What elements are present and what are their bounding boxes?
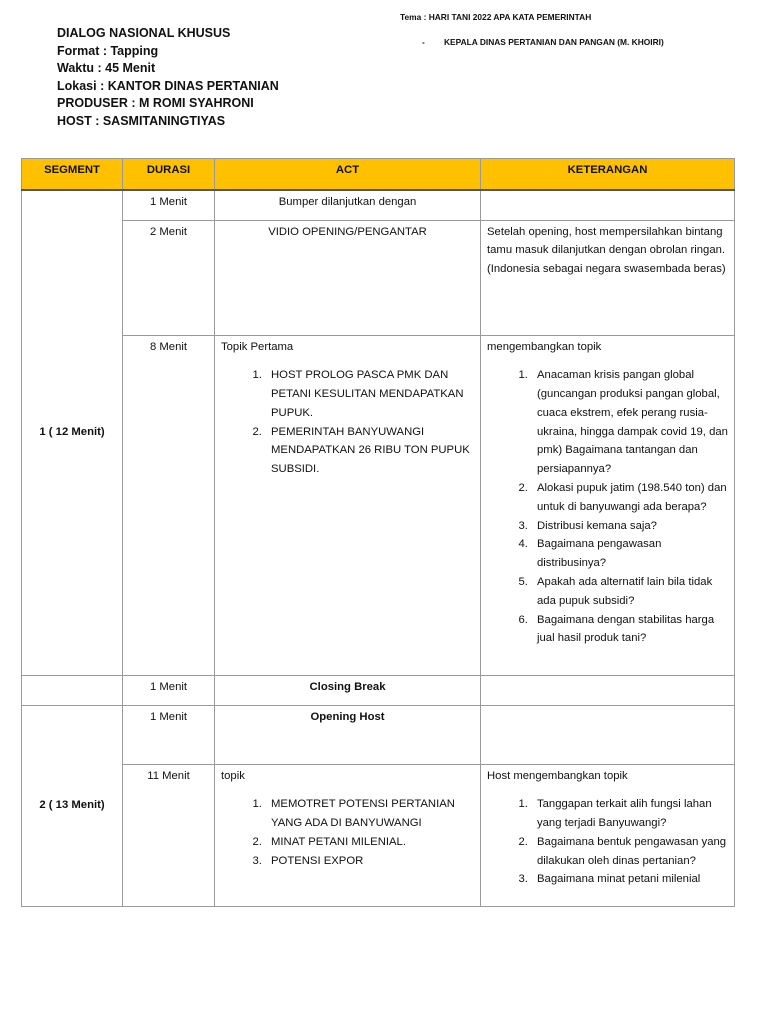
list-item: 1. Anacaman krisis pangan global (guncangan produksi pangan global, cuaca ekstrem, efek perang rusia-ukraina, hingga dampak covid 19, dan pmk) Bagaimana tantangan dan persiapannya? [531,366,728,479]
guest-bullet: - [422,37,425,47]
list-item: 2. MINAT PETANI MILENIAL. [265,833,474,852]
column-header-keterangan: KETERANGAN [481,159,735,191]
list-item: 2. Alokasi pupuk jatim (198.540 ton) dan untuk di banyuwangi ada berapa? [531,479,728,517]
list-item: 2. Bagaimana bentuk pengawasan yang dilakukan oleh dinas pertanian? [531,833,728,871]
act-cell: Bumper dilanjutkan dengan [215,190,481,220]
segment-cell-empty [22,675,123,705]
table-row [22,675,735,705]
list-item: 5. Apakah ada alternatif lain bila tidak ada pupuk subsidi? [531,573,728,611]
act-cell [215,335,481,675]
column-header-durasi: DURASI [123,159,215,191]
act-cell [215,764,481,906]
act-list [221,795,474,870]
table-row [22,190,735,220]
durasi-cell: 11 Menit [123,764,215,906]
table-header-row [22,159,735,191]
header-host: HOST : SASMITANINGTIYAS [57,113,226,128]
segment-cell: 1 ( 12 Menit) [22,190,123,675]
durasi-cell: 1 Menit [123,190,215,220]
act-heading: topik [221,769,245,782]
durasi-cell: 2 Menit [123,220,215,335]
keterangan-cell [481,764,735,906]
act-heading: Topik Pertama [221,340,294,353]
keterangan-cell [481,190,735,220]
list-item: 6. Bagaimana dengan stabilitas harga jual hasil produk tani? [531,611,728,649]
document-header [57,25,279,130]
act-cell: Opening Host [215,705,481,764]
table-row [22,335,735,675]
act-cell: VIDIO OPENING/PENGANTAR [215,220,481,335]
rundown-table [21,158,735,907]
column-header-segment: SEGMENT [22,159,123,191]
keterangan-list [487,366,728,648]
act-list [221,366,474,479]
theme-text: Tema : HARI TANI 2022 APA KATA PEMERINTAH [400,12,592,22]
list-item: 1. HOST PROLOG PASCA PMK DAN PETANI KESULITAN MENDAPATKAN PUPUK. [265,366,474,422]
durasi-cell: 8 Menit [123,335,215,675]
theme-block [400,12,664,47]
table-row [22,705,735,764]
table-row [22,764,735,906]
column-header-act: ACT [215,159,481,191]
list-item: 3. Distribusi kemana saja? [531,517,728,536]
keterangan-list [487,795,728,889]
keterangan-heading: Host mengembangkan topik [487,769,628,782]
header-duration: Waktu : 45 Menit [57,61,156,75]
guest-text: KEPALA DINAS PERTANIAN DAN PANGAN (M. KHOIRI) [444,37,664,47]
list-item: 3. POTENSI EXPOR [265,852,474,871]
durasi-cell: 1 Menit [123,675,215,705]
guest-line [422,37,664,47]
list-item: 4. Bagaimana pengawasan distribusinya? [531,535,728,573]
keterangan-cell: Setelah opening, host mempersilahkan bintang tamu masuk dilanjutkan dengan obrolan ringan. (Indonesia sebagai negara swasembada beras) [481,220,735,335]
header-producer: PRODUSER : M ROMI SYAHRONI [57,96,254,110]
header-title: DIALOG NASIONAL KHUSUS [57,26,231,40]
keterangan-cell [481,335,735,675]
list-item: 1. Tanggapan terkait alih fungsi lahan yang terjadi Banyuwangi? [531,795,728,833]
table-row [22,220,735,335]
list-item: 1. MEMOTRET POTENSI PERTANIAN YANG ADA DI BANYUWANGI [265,795,474,833]
header-format: Format : Tapping [57,43,159,58]
durasi-cell: 1 Menit [123,705,215,764]
act-cell: Closing Break [215,675,481,705]
keterangan-heading: mengembangkan topik [487,340,602,353]
list-item: 3. Bagaimana minat petani milenial [531,870,728,889]
keterangan-cell [481,705,735,764]
segment-cell: 2 ( 13 Menit) [22,705,123,906]
header-location: Lokasi : KANTOR DINAS PERTANIAN [57,78,279,93]
keterangan-cell [481,675,735,705]
list-item: 2. PEMERINTAH BANYUWANGI MENDAPATKAN 26 RIBU TON PUPUK SUBSIDI. [265,423,474,479]
